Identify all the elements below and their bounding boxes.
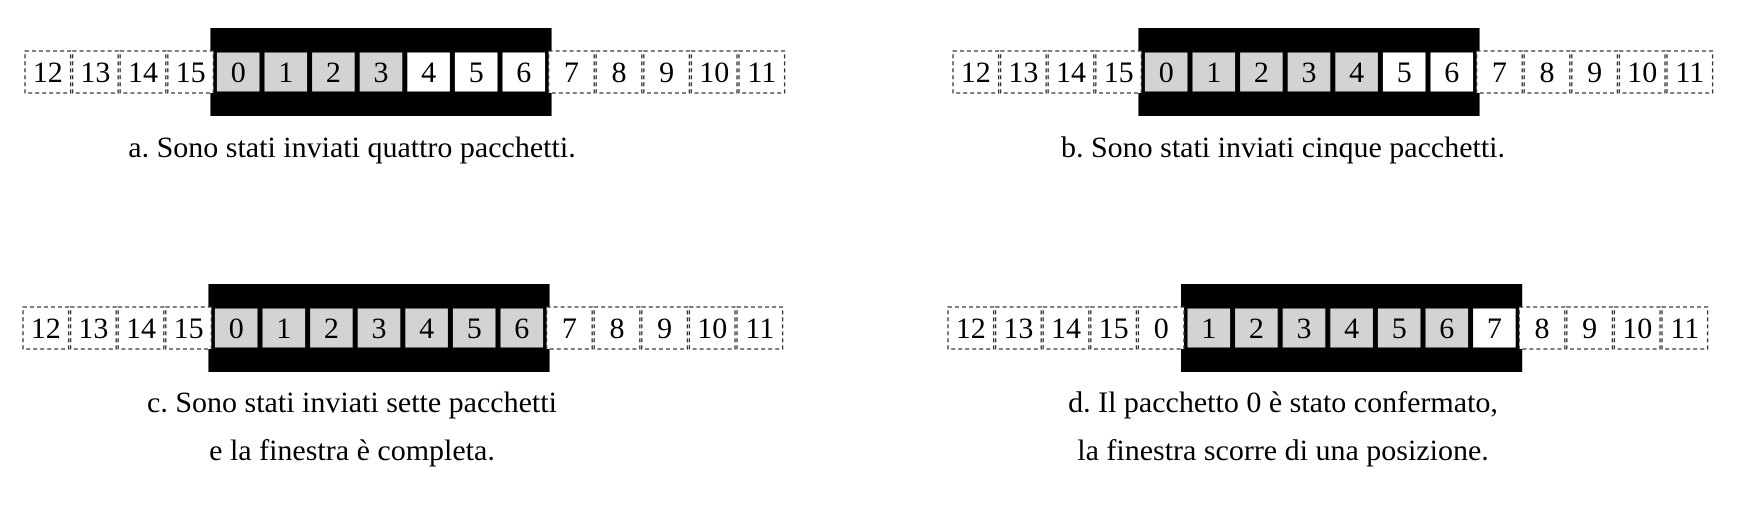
sequence-number-cell	[1667, 51, 1713, 93]
sequence-number-label: 14	[1056, 56, 1086, 90]
sequence-number-label: 2	[1248, 312, 1264, 346]
panel-a	[25, 28, 785, 164]
window-packet-cell	[500, 308, 544, 348]
window-packet-cell	[1192, 52, 1236, 92]
sequence-number-label: 6	[1444, 56, 1460, 90]
window-packet-cell	[310, 308, 354, 348]
sequence-number-cell	[25, 51, 71, 93]
sequence-number-label: 4	[421, 56, 437, 90]
sequence-number-label: 11	[745, 312, 775, 346]
sequence-number-label: 0	[1153, 312, 1169, 346]
window-packet-cell	[312, 52, 356, 92]
sequence-number-label: 1	[276, 312, 292, 346]
window-packet-cell	[502, 52, 546, 92]
sequence-number-label: 2	[323, 312, 339, 346]
sequence-number-label: 6	[1439, 312, 1455, 346]
sequence-number-cell	[549, 51, 595, 93]
sequence-number-label: 11	[1675, 56, 1705, 90]
sequence-number-cell	[1619, 51, 1665, 93]
sequence-number-cell	[948, 307, 994, 349]
sequence-number-label: 5	[466, 312, 482, 346]
sequence-number-label: 10	[697, 312, 728, 346]
sequence-number-label: 1	[278, 56, 294, 90]
sequence-number-cell	[1477, 51, 1523, 93]
sequence-number-label: 3	[1301, 56, 1317, 90]
sequence-number-label: 10	[699, 56, 730, 90]
sequence-number-cell	[596, 51, 642, 93]
panel-caption-line: la finestra scorre di una posizione.	[1077, 434, 1489, 467]
sequence-number-label: 13	[1003, 312, 1034, 346]
sequence-number-label: 7	[1491, 56, 1507, 90]
sequence-number-label: 4	[1349, 56, 1365, 90]
sequence-number-label: 9	[1587, 56, 1603, 90]
sequence-number-label: 15	[1103, 56, 1134, 90]
sequence-number-cell	[1519, 307, 1565, 349]
sequence-number-cell	[1138, 307, 1184, 349]
sequence-number-cell	[737, 307, 783, 349]
window-packet-cell	[1282, 308, 1326, 348]
sequence-number-cell	[547, 307, 593, 349]
sequence-number-cell	[594, 307, 640, 349]
panel-caption-line: b. Sono stati inviati cinque pacchetti.	[1060, 131, 1506, 164]
sequence-number-cell	[1567, 307, 1613, 349]
window-packet-cell	[214, 308, 258, 348]
window-packet-cell	[1240, 52, 1284, 92]
panel-caption-line: e la finestra è completa.	[209, 434, 495, 467]
sequence-number-label: 3	[1296, 312, 1312, 346]
sequence-number-cell	[996, 307, 1042, 349]
sequence-number-cell	[1614, 307, 1660, 349]
sequence-number-cell	[1662, 307, 1708, 349]
sequence-number-label: 10	[1627, 56, 1658, 90]
sequence-number-label: 5	[1391, 312, 1407, 346]
window-packet-cell	[1335, 52, 1379, 92]
window-packet-cell	[264, 52, 308, 92]
window-packet-cell	[405, 308, 449, 348]
window-packet-cell	[1287, 52, 1331, 92]
sequence-number-label: 14	[128, 56, 158, 90]
panel-c	[23, 284, 783, 467]
sequence-number-cell	[23, 307, 69, 349]
sequence-number-cell	[689, 307, 735, 349]
sequence-number-label: 5	[1396, 56, 1412, 90]
sequence-number-label: 12	[955, 312, 986, 346]
window-packet-cell	[407, 52, 451, 92]
sequence-number-cell	[739, 51, 785, 93]
window-packet-cell	[1473, 308, 1517, 348]
window-packet-cell	[452, 308, 496, 348]
sequence-number-cell	[953, 51, 999, 93]
window-packet-cell	[1382, 52, 1426, 92]
window-packet-cell	[359, 52, 403, 92]
sequence-number-label: 9	[657, 312, 673, 346]
panel-b	[953, 28, 1713, 164]
sequence-number-label: 7	[1486, 312, 1502, 346]
sequence-number-label: 7	[561, 312, 577, 346]
sequence-number-label: 15	[173, 312, 204, 346]
panel-d	[948, 284, 1708, 467]
sequence-number-cell	[1001, 51, 1047, 93]
sequence-number-cell	[642, 307, 688, 349]
window-packet-cell	[1377, 308, 1421, 348]
sequence-number-label: 10	[1622, 312, 1653, 346]
panel-caption-line: d. Il pacchetto 0 è stato confermato,	[1068, 386, 1498, 419]
sequence-number-label: 0	[1158, 56, 1174, 90]
sequence-number-label: 15	[1098, 312, 1129, 346]
sequence-number-label: 1	[1201, 312, 1217, 346]
sequence-number-label: 12	[960, 56, 991, 90]
sequence-number-label: 13	[1008, 56, 1039, 90]
sequence-number-label: 11	[747, 56, 777, 90]
sequence-number-cell	[120, 51, 166, 93]
sequence-number-label: 7	[563, 56, 579, 90]
window-packet-cell	[1187, 308, 1231, 348]
sequence-number-label: 6	[516, 56, 532, 90]
window-packet-cell	[262, 308, 306, 348]
sequence-number-label: 2	[325, 56, 341, 90]
sequence-number-cell	[168, 51, 214, 93]
sequence-number-label: 5	[468, 56, 484, 90]
sequence-number-label: 0	[230, 56, 246, 90]
sequence-number-label: 14	[126, 312, 156, 346]
sequence-number-label: 1	[1206, 56, 1222, 90]
sequence-number-label: 13	[80, 56, 111, 90]
sequence-number-label: 12	[30, 312, 61, 346]
window-packet-cell	[1425, 308, 1469, 348]
sequence-number-cell	[1096, 51, 1142, 93]
sequence-number-cell	[118, 307, 164, 349]
panel-caption-line: a. Sono stati inviati quattro pacchetti.	[128, 131, 576, 164]
window-packet-cell	[357, 308, 401, 348]
window-packet-cell	[1144, 52, 1188, 92]
sequence-number-label: 4	[419, 312, 435, 346]
sequence-number-label: 9	[1582, 312, 1598, 346]
window-packet-cell	[1235, 308, 1279, 348]
panel-caption-line: c. Sono stati inviati sette pacchetti	[147, 386, 557, 419]
sequence-number-label: 8	[611, 56, 627, 90]
sequence-number-cell	[71, 307, 117, 349]
window-packet-cell	[1330, 308, 1374, 348]
sequence-number-cell	[1043, 307, 1089, 349]
sequence-number-cell	[644, 51, 690, 93]
window-packet-cell	[216, 52, 260, 92]
sequence-number-label: 8	[1539, 56, 1555, 90]
sequence-number-cell	[1048, 51, 1094, 93]
sequence-number-label: 13	[78, 312, 109, 346]
sequence-number-cell	[1524, 51, 1570, 93]
sequence-number-label: 4	[1344, 312, 1360, 346]
sequence-number-label: 12	[32, 56, 63, 90]
sequence-number-cell	[1572, 51, 1618, 93]
sequence-number-label: 8	[1534, 312, 1550, 346]
sequence-number-label: 2	[1253, 56, 1269, 90]
sequence-number-label: 8	[609, 312, 625, 346]
sequence-number-label: 3	[371, 312, 387, 346]
window-packet-cell	[454, 52, 498, 92]
sequence-number-label: 3	[373, 56, 389, 90]
sequence-number-label: 15	[175, 56, 206, 90]
sequence-number-label: 11	[1670, 312, 1700, 346]
sequence-number-label: 6	[514, 312, 530, 346]
sequence-number-cell	[1091, 307, 1137, 349]
sequence-number-label: 9	[659, 56, 675, 90]
sequence-number-label: 14	[1051, 312, 1081, 346]
sequence-number-cell	[73, 51, 119, 93]
sequence-number-cell	[691, 51, 737, 93]
sequence-number-cell	[166, 307, 212, 349]
sequence-number-label: 0	[228, 312, 244, 346]
window-packet-cell	[1430, 52, 1474, 92]
